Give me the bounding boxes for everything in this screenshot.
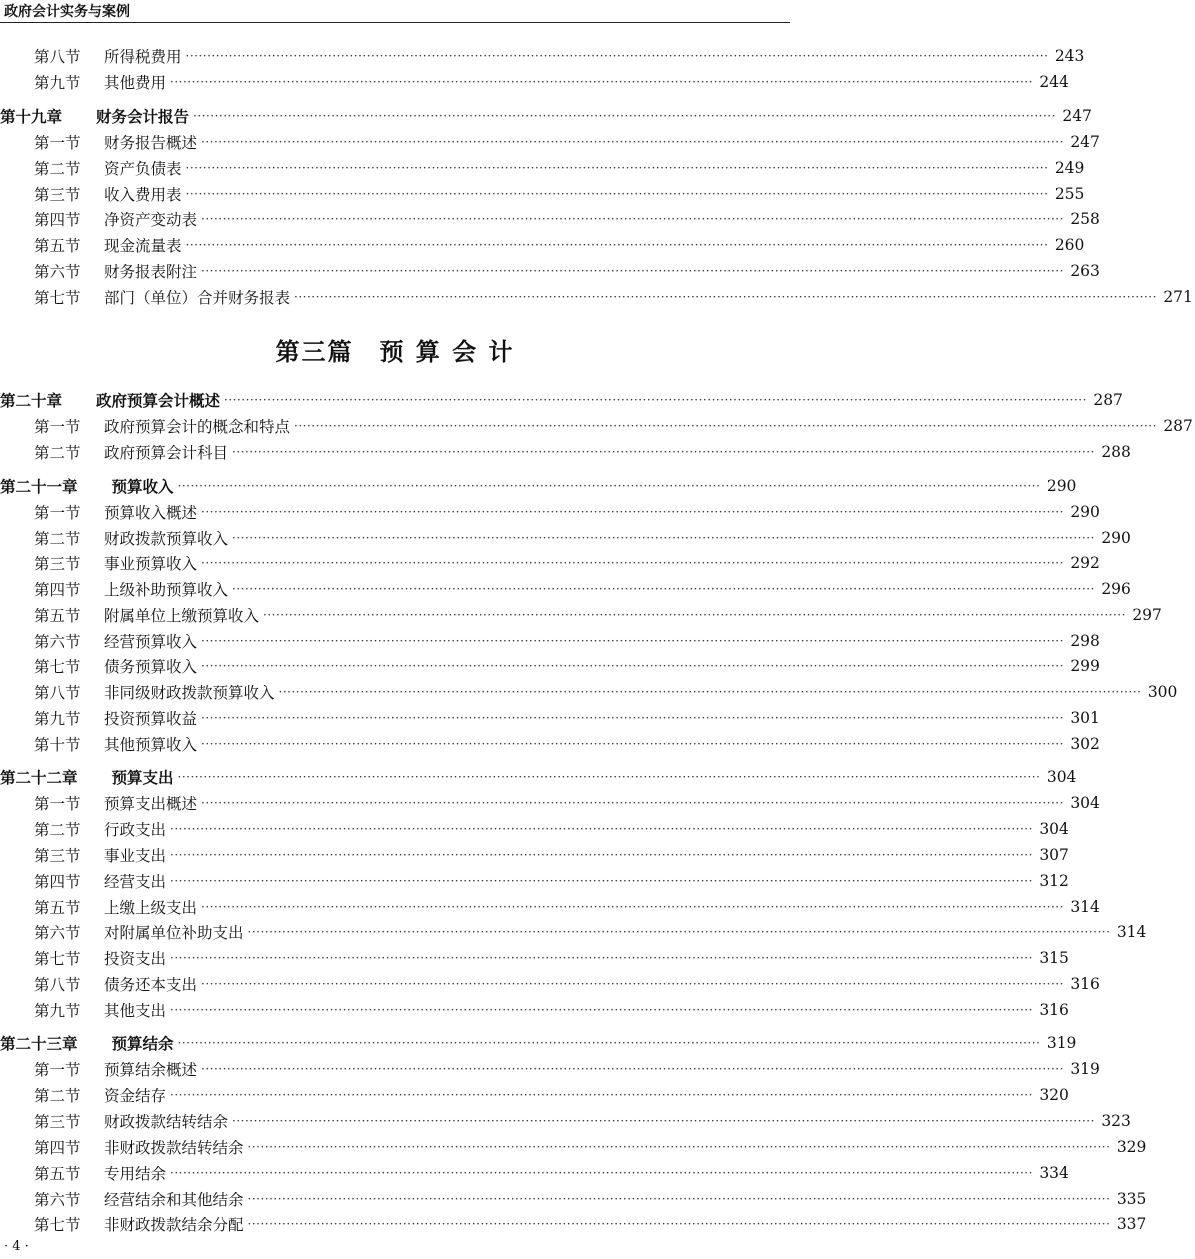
toc-section-entry (0, 157, 1085, 179)
chapter-number: 第十九章 (0, 108, 63, 126)
leader-dots: ········································································································································································································ (201, 556, 1064, 570)
section-title: 资金结存 (104, 1087, 167, 1105)
page-number-ref: 290 (1070, 503, 1100, 521)
leader-dots: ········································································································································································································ (247, 1192, 1111, 1206)
page-number-ref: 302 (1070, 735, 1100, 753)
leader-dots: ········································································································································································································ (201, 505, 1064, 519)
page-number-ref: 287 (1093, 391, 1123, 409)
section-number: 第三节 (34, 847, 81, 865)
section-title: 部门（单位）合并财务报表 (104, 289, 291, 307)
section-title: 资产负债表 (104, 160, 182, 178)
chapter-title: 预算结余 (111, 1035, 174, 1053)
leader-dots: ········································································································································································································ (294, 290, 1157, 304)
section-title: 经营结余和其他结余 (104, 1191, 244, 1209)
leader-dots: ········································································································································································································ (177, 479, 1041, 493)
leader-dots: ········································································································································································································ (170, 1003, 1033, 1017)
section-title: 非同级财政拨款预算收入 (104, 684, 275, 702)
leader-dots: ········································································································································································································ (193, 109, 1056, 123)
toc-section-entry (0, 973, 1100, 995)
page-number-ref: 314 (1116, 923, 1147, 941)
section-title: 专用结余 (104, 1165, 167, 1183)
leader-dots: ········································································································································································································ (201, 634, 1064, 648)
chapter-title: 预算收入 (111, 478, 174, 496)
leader-dots: ········································································································································································································ (201, 737, 1064, 751)
leader-dots: ········································································································································································································ (170, 1088, 1033, 1102)
leader-dots: ········································································································································································································ (201, 900, 1064, 914)
leader-dots: ········································································································································································································ (201, 264, 1064, 278)
page-number-ref: 337 (1116, 1215, 1147, 1233)
section-title: 财政拨款结转结余 (104, 1113, 229, 1131)
chapter-number: 第二十一章 (0, 478, 78, 496)
section-number: 第七节 (34, 950, 81, 968)
page-number-ref: 298 (1070, 632, 1100, 650)
leader-dots: ········································································································································································································ (294, 419, 1157, 433)
leader-dots: ········································································································································································································ (201, 1062, 1064, 1076)
page-number-ref: 314 (1070, 898, 1100, 916)
section-title: 上缴上级支出 (104, 899, 198, 917)
section-number: 第五节 (34, 1165, 81, 1183)
section-number: 第七节 (34, 658, 81, 676)
section-title: 附属单位上缴预算收入 (104, 607, 260, 625)
section-number: 第二节 (34, 1087, 81, 1105)
section-number: 第二节 (34, 160, 81, 178)
toc-chapter-entry (0, 389, 1123, 411)
leader-dots: ········································································································································································································ (224, 393, 1087, 407)
toc-section-entry (0, 234, 1085, 256)
toc-section-entry (0, 1136, 1147, 1158)
section-title: 其他预算收入 (104, 736, 198, 754)
page-number-ref: 319 (1070, 1060, 1100, 1078)
toc-section-entry (0, 818, 1069, 840)
toc-section-entry (0, 1213, 1147, 1235)
section-number: 第五节 (34, 607, 81, 625)
chapter-number: 第二十章 (0, 392, 63, 410)
toc-section-entry (0, 45, 1085, 67)
toc-section-entry (0, 1188, 1147, 1210)
page-number-ref: 301 (1070, 709, 1100, 727)
page-number-ref: 244 (1039, 73, 1069, 91)
leader-dots: ········································································································································································································ (201, 796, 1064, 810)
section-number: 第一节 (34, 504, 81, 522)
section-title: 财政拨款预算收入 (104, 530, 229, 548)
section-number: 第三节 (34, 1113, 81, 1131)
leader-dots: ········································································································································································································ (177, 770, 1041, 784)
section-title: 收入费用表 (104, 186, 182, 204)
page-number-ref: 316 (1070, 975, 1100, 993)
page-number-ref: 271 (1163, 288, 1193, 306)
toc-chapter-entry (0, 105, 1092, 127)
chapter-title: 财务会计报告 (96, 108, 190, 126)
toc-section-entry (0, 286, 1193, 308)
section-number: 第九节 (34, 710, 81, 728)
section-title: 行政支出 (104, 821, 167, 839)
leader-dots: ········································································································································································································ (263, 608, 1126, 622)
section-number: 第一节 (34, 134, 81, 152)
toc-section-entry (0, 1058, 1100, 1080)
leader-dots: ········································································································································································································ (170, 822, 1033, 836)
leader-dots: ········································································································································································································ (201, 659, 1064, 673)
toc-section-entry (0, 604, 1162, 626)
section-number: 第三节 (34, 555, 81, 573)
page-number-ref: 307 (1039, 846, 1069, 864)
section-number: 第三节 (34, 186, 81, 204)
chapter-number: 第二十三章 (0, 1035, 78, 1053)
page-number-ref: 247 (1070, 133, 1100, 151)
book-title: 政府会计实务与案例 (4, 4, 130, 20)
leader-dots: ········································································································································································································ (170, 874, 1033, 888)
leader-dots: ········································································································································································································ (232, 531, 1095, 545)
section-title: 预算收入概述 (104, 504, 198, 522)
page-number-ref: 304 (1039, 820, 1069, 838)
toc-section-entry (0, 630, 1100, 652)
leader-dots: ········································································································································································································ (170, 848, 1033, 862)
section-number: 第一节 (34, 418, 81, 436)
toc-section-entry (0, 208, 1100, 230)
page-number-ref: 329 (1116, 1138, 1147, 1156)
section-title: 现金流量表 (104, 237, 182, 255)
toc-section-entry (0, 260, 1100, 282)
page-number-ref: 319 (1046, 1034, 1077, 1052)
leader-dots: ········································································································································································································ (232, 582, 1095, 596)
section-title: 财务报表附注 (104, 263, 198, 281)
page-number-ref: 296 (1101, 580, 1131, 598)
leader-dots: ········································································································································································································ (247, 1217, 1111, 1231)
leader-dots: ········································································································································································································ (201, 135, 1064, 149)
toc-section-entry (0, 71, 1069, 93)
part-title: 第三篇 预 算 会 计 (275, 338, 515, 366)
section-title: 非财政拨款结转结余 (104, 1139, 244, 1157)
section-title: 政府预算会计的概念和特点 (104, 418, 291, 436)
section-title: 非财政拨款结余分配 (104, 1216, 244, 1234)
page-number-ref: 315 (1039, 949, 1069, 967)
toc-section-entry (0, 896, 1100, 918)
leader-dots: ········································································································································································································ (185, 238, 1049, 252)
page-number-ref: 312 (1039, 872, 1069, 890)
section-number: 第二节 (34, 821, 81, 839)
page-number-ref: 297 (1132, 606, 1162, 624)
leader-dots: ········································································································································································································ (170, 75, 1033, 89)
section-number: 第七节 (34, 1216, 81, 1234)
page-number-ref: 260 (1054, 236, 1085, 254)
leader-dots: ········································································································································································································ (185, 187, 1049, 201)
leader-dots: ········································································································································································································ (232, 1114, 1095, 1128)
leader-dots: ········································································································································································································ (247, 1140, 1111, 1154)
toc-section-entry (0, 1162, 1069, 1184)
section-title: 上级补助预算收入 (104, 581, 229, 599)
section-number: 第四节 (34, 1139, 81, 1157)
section-number: 第六节 (34, 633, 81, 651)
chapter-title: 政府预算会计概述 (96, 392, 221, 410)
page-number-ref: 258 (1070, 210, 1100, 228)
section-number: 第二节 (34, 530, 81, 548)
leader-dots: ········································································································································································································ (170, 1166, 1033, 1180)
page-number-ref: 249 (1054, 159, 1085, 177)
toc-chapter-entry (0, 766, 1077, 788)
toc-section-entry (0, 1084, 1069, 1106)
leader-dots: ········································································································································································································ (201, 711, 1064, 725)
chapter-title: 预算支出 (111, 769, 174, 787)
page-number-ref: 299 (1070, 657, 1100, 675)
page-number-ref: 316 (1039, 1001, 1069, 1019)
section-number: 第四节 (34, 581, 81, 599)
page-number-ref: 287 (1163, 417, 1193, 435)
section-title: 债务还本支出 (104, 976, 198, 994)
page-number-ref: 335 (1116, 1190, 1147, 1208)
toc-section-entry (0, 552, 1100, 574)
section-title: 债务预算收入 (104, 658, 198, 676)
page-number-ref: 334 (1039, 1164, 1069, 1182)
toc-chapter-entry (0, 1032, 1077, 1054)
section-title: 预算结余概述 (104, 1061, 198, 1079)
toc-section-entry (0, 415, 1193, 437)
section-title: 其他费用 (104, 74, 167, 92)
section-number: 第二节 (34, 444, 81, 462)
toc-section-entry (0, 501, 1100, 523)
section-number: 第五节 (34, 237, 81, 255)
page-number-ref: 304 (1046, 768, 1077, 786)
toc-section-entry (0, 681, 1178, 703)
page-number-ref: 247 (1062, 107, 1092, 125)
toc-section-entry (0, 527, 1131, 549)
section-title: 其他支出 (104, 1002, 167, 1020)
section-title: 对附属单位补助支出 (104, 924, 244, 942)
section-number: 第六节 (34, 1191, 81, 1209)
toc-section-entry (0, 844, 1069, 866)
section-number: 第一节 (34, 1061, 81, 1079)
page-number-ref: 320 (1039, 1086, 1069, 1104)
section-number: 第四节 (34, 873, 81, 891)
toc-section-entry (0, 441, 1131, 463)
toc-section-entry (0, 655, 1100, 677)
section-title: 财务报告概述 (104, 134, 198, 152)
leader-dots: ········································································································································································································ (185, 161, 1049, 175)
toc-section-entry (0, 947, 1069, 969)
section-number: 第六节 (34, 263, 81, 281)
section-title: 投资预算收益 (104, 710, 198, 728)
section-number: 第一节 (34, 795, 81, 813)
section-number: 第四节 (34, 211, 81, 229)
section-number: 第九节 (34, 74, 81, 92)
page-number: · 4 · (4, 1239, 29, 1254)
page-number-ref: 290 (1101, 529, 1131, 547)
page-number-ref: 292 (1070, 554, 1100, 572)
page-number-ref: 255 (1054, 185, 1085, 203)
section-number: 第五节 (34, 899, 81, 917)
section-title: 预算支出概述 (104, 795, 198, 813)
toc-chapter-entry (0, 475, 1077, 497)
toc-section-entry (0, 1110, 1131, 1132)
section-title: 经营支出 (104, 873, 167, 891)
toc-section-entry (0, 870, 1069, 892)
toc-section-entry (0, 578, 1131, 600)
section-title: 事业支出 (104, 847, 167, 865)
section-title: 事业预算收入 (104, 555, 198, 573)
section-title: 净资产变动表 (104, 211, 198, 229)
leader-dots: ········································································································································································································ (247, 925, 1111, 939)
page-number-ref: 243 (1054, 47, 1085, 65)
toc-section-entry (0, 707, 1100, 729)
section-title: 所得税费用 (104, 48, 182, 66)
toc-section-entry (0, 921, 1147, 943)
section-number: 第八节 (34, 48, 81, 66)
section-number: 第八节 (34, 684, 81, 702)
toc-section-entry (0, 183, 1085, 205)
section-title: 政府预算会计科目 (104, 444, 229, 462)
leader-dots: ········································································································································································································ (201, 212, 1064, 226)
page-number-ref: 304 (1070, 794, 1100, 812)
page-number-ref: 288 (1101, 443, 1131, 461)
section-number: 第七节 (34, 289, 81, 307)
leader-dots: ········································································································································································································ (185, 49, 1049, 63)
section-title: 经营预算收入 (104, 633, 198, 651)
toc-section-entry (0, 792, 1100, 814)
leader-dots: ········································································································································································································ (278, 685, 1142, 699)
page-number-ref: 300 (1147, 683, 1178, 701)
leader-dots: ········································································································································································································ (232, 445, 1095, 459)
toc-section-entry (0, 131, 1100, 153)
page-number-ref: 323 (1101, 1112, 1131, 1130)
section-number: 第十节 (34, 736, 81, 754)
section-number: 第八节 (34, 976, 81, 994)
running-header (0, 0, 790, 23)
chapter-number: 第二十二章 (0, 769, 78, 787)
toc-section-entry (0, 999, 1069, 1021)
leader-dots: ········································································································································································································ (201, 977, 1064, 991)
page-number-ref: 263 (1070, 262, 1100, 280)
section-title: 投资支出 (104, 950, 167, 968)
section-number: 第九节 (34, 1002, 81, 1020)
leader-dots: ········································································································································································································ (177, 1036, 1041, 1050)
toc-section-entry (0, 733, 1100, 755)
leader-dots: ········································································································································································································ (170, 951, 1033, 965)
section-number: 第六节 (34, 924, 81, 942)
page-number-ref: 290 (1046, 477, 1077, 495)
